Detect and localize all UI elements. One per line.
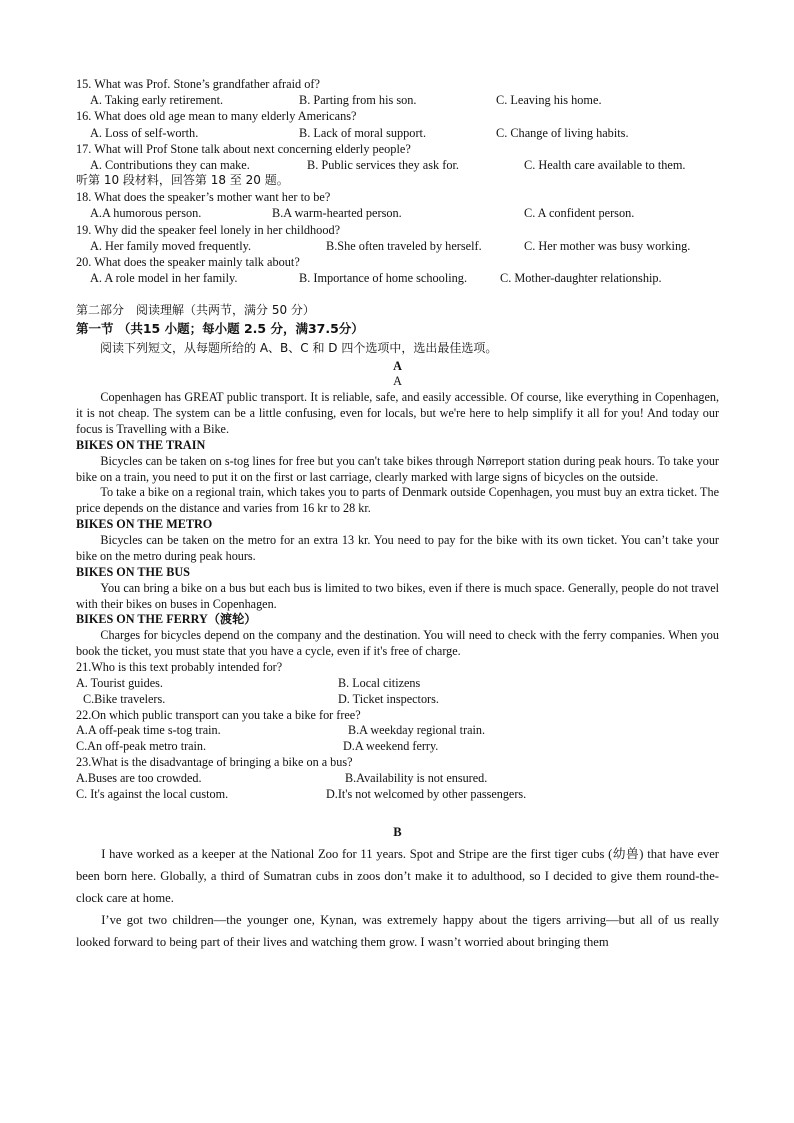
question-20 [76,254,719,286]
option-b: B. Importance of home schooling. [299,271,468,286]
option-b: B.She often traveled by herself. [326,238,482,253]
passage-paragraph: Bicycles can be taken on s-tog lines for free but you can't take bikes through Nørreport station during peak hours. To take your bike on a train, you need to put it on the first or last carriage, clearly marked with large signs of bicycles on the outside. [76,453,719,484]
option-d: D.It's not welcomed by other passengers. [326,786,527,801]
passage-paragraph: Copenhagen has GREAT public transport. It is reliable, safe, and easily accessible. Of course, like everything in Copenhagen, it is not cheap. The system can be a little confusing, even for locals, but we're here to help simplify it all for you! And today our focus is Travelling with a Bike. [76,390,719,437]
exam-page [76,76,719,953]
options-row [76,676,719,692]
option-c: C.An off-peak metro train. [76,739,207,754]
question-stem: 23.What is the disadvantage of bringing a bike on a bus? [76,755,353,770]
option-c: C. Health care available to them. [524,158,686,173]
options-row [76,92,719,108]
option-d: D.A weekend ferry. [343,739,439,754]
options-row [76,125,719,141]
option-d: D. Ticket inspectors. [338,691,439,706]
option-a: A.Buses are too crowded. [76,770,202,785]
option-b: B.A weekday regional train. [348,723,486,738]
option-a: A. Tourist guides. [76,675,163,690]
options-row [76,157,719,173]
section-heading: BIKES ON THE BUS [76,564,190,579]
part-title: 第二部分 阅读理解（共两节，满分 50 分） [76,303,315,318]
option-c: C. Change of living habits. [496,125,629,140]
question-stem: 21.Who is this text probably intended for? [76,659,283,674]
question-22 [76,708,719,756]
passage-paragraph: To take a bike on a regional train, which takes you to parts of Denmark outside Copenhagen, you must buy an extra ticket. The price depends on the distance and varies from 16 kr to 28 kr. [76,485,719,516]
question-21 [76,660,719,708]
passage-b [76,821,719,953]
section-title: 第一节 （共15 小题；每小题 2.5 分，满37.5分） [76,321,364,337]
question-stem: 20. What does the speaker mainly talk about? [76,255,300,270]
section-heading: BIKES ON THE TRAIN [76,437,206,452]
option-c: C. It's against the local custom. [76,786,229,801]
option-a: A.A off-peak time s-tog train. [76,723,221,738]
reading-instruction: 阅读下列短文，从每题所给的 A、B、C 和 D 四个选项中，选出最佳选项。 [100,340,498,355]
option-c: C. A confident person. [524,206,635,221]
option-b: B. Lack of moral support. [299,125,427,140]
question-17 [76,141,719,173]
option-b: B. Parting from his son. [299,93,417,108]
passage-paragraph: I’ve got two children—the younger one, Kynan, was extremely happy about the tigers arriving—but all of us really looked forward to being part of their lives and watching them grow. I wasn’t worried about bringing them [76,912,719,949]
passage-paragraph: Bicycles can be taken on the metro for an extra 13 kr. You need to pay for the bike with its own ticket. You can’t take your bike on the metro during peak hours. [76,533,719,563]
question-16 [76,108,719,140]
options-row [76,270,719,286]
question-23 [76,755,719,803]
passage-paragraph: You can bring a bike on a bus but each bus is limited to two bikes, even if there is much space. Generally, people do not travel with their bikes on buses in Copenhagen. [76,580,719,611]
question-stem: 19. Why did the speaker feel lonely in her childhood? [76,222,341,237]
option-a: A. Her family moved frequently. [90,238,252,253]
question-18 [76,189,719,221]
question-stem: 17. What will Prof Stone talk about next concerning elderly people? [76,141,411,156]
option-a: A. A role model in her family. [90,271,238,286]
passage-letter: A [393,374,402,389]
question-stem: 15. What was Prof. Stone’s grandfather afraid of? [76,77,320,91]
option-a: A. Taking early retirement. [90,93,224,108]
question-15 [76,76,719,108]
option-a: A. Contributions they can make. [90,158,250,173]
options-row [76,238,719,254]
option-a: A. Loss of self-worth. [90,125,199,140]
passage-a [76,359,719,803]
option-c: C. Mother-daughter relationship. [500,271,662,286]
question-stem: 16. What does old age mean to many elderly Americans? [76,109,357,124]
option-b: B.Availability is not ensured. [345,770,488,785]
question-stem: 22.On which public transport can you take a bike for free? [76,707,361,722]
passage-letter: A [393,358,402,373]
passage-paragraph: Charges for bicycles depend on the company and the destination. You will need to check with the ferry companies. When you book the ticket, you must state that you have a cycle, even if it's free of charge. [76,628,719,659]
section-heading: BIKES ON THE METRO [76,517,213,532]
question-19 [76,222,719,254]
option-c: C. Her mother was busy working. [524,238,691,253]
option-b: B.A warm-hearted person. [272,206,402,221]
options-row [76,771,719,787]
options-row [76,739,719,755]
option-c: C. Leaving his home. [496,93,602,108]
option-c: C.Bike travelers. [83,691,166,706]
option-a: A.A humorous person. [90,206,202,221]
options-row [76,205,719,221]
options-row [76,692,719,708]
options-row [76,723,719,739]
section-heading: BIKES ON THE FERRY（渡轮） [76,612,257,627]
passage-paragraph: I have worked as a keeper at the National Zoo for 11 years. Spot and Stripe are the first tiger cubs (幼兽) that have ever been born here. Globally, a third of Sumatran cubs in zoos don’t make it to adulthood, so I decided to give them round-the-clock care at home. [76,846,719,905]
options-row [76,787,719,803]
listening-instruction: 听第 10 段材料，回答第 18 至 20 题。 [76,173,289,188]
option-b: B. Public services they ask for. [307,158,459,173]
passage-letter: B [393,824,402,839]
question-stem: 18. What does the speaker’s mother want her to be? [76,190,331,205]
option-b: B. Local citizens [338,675,421,690]
